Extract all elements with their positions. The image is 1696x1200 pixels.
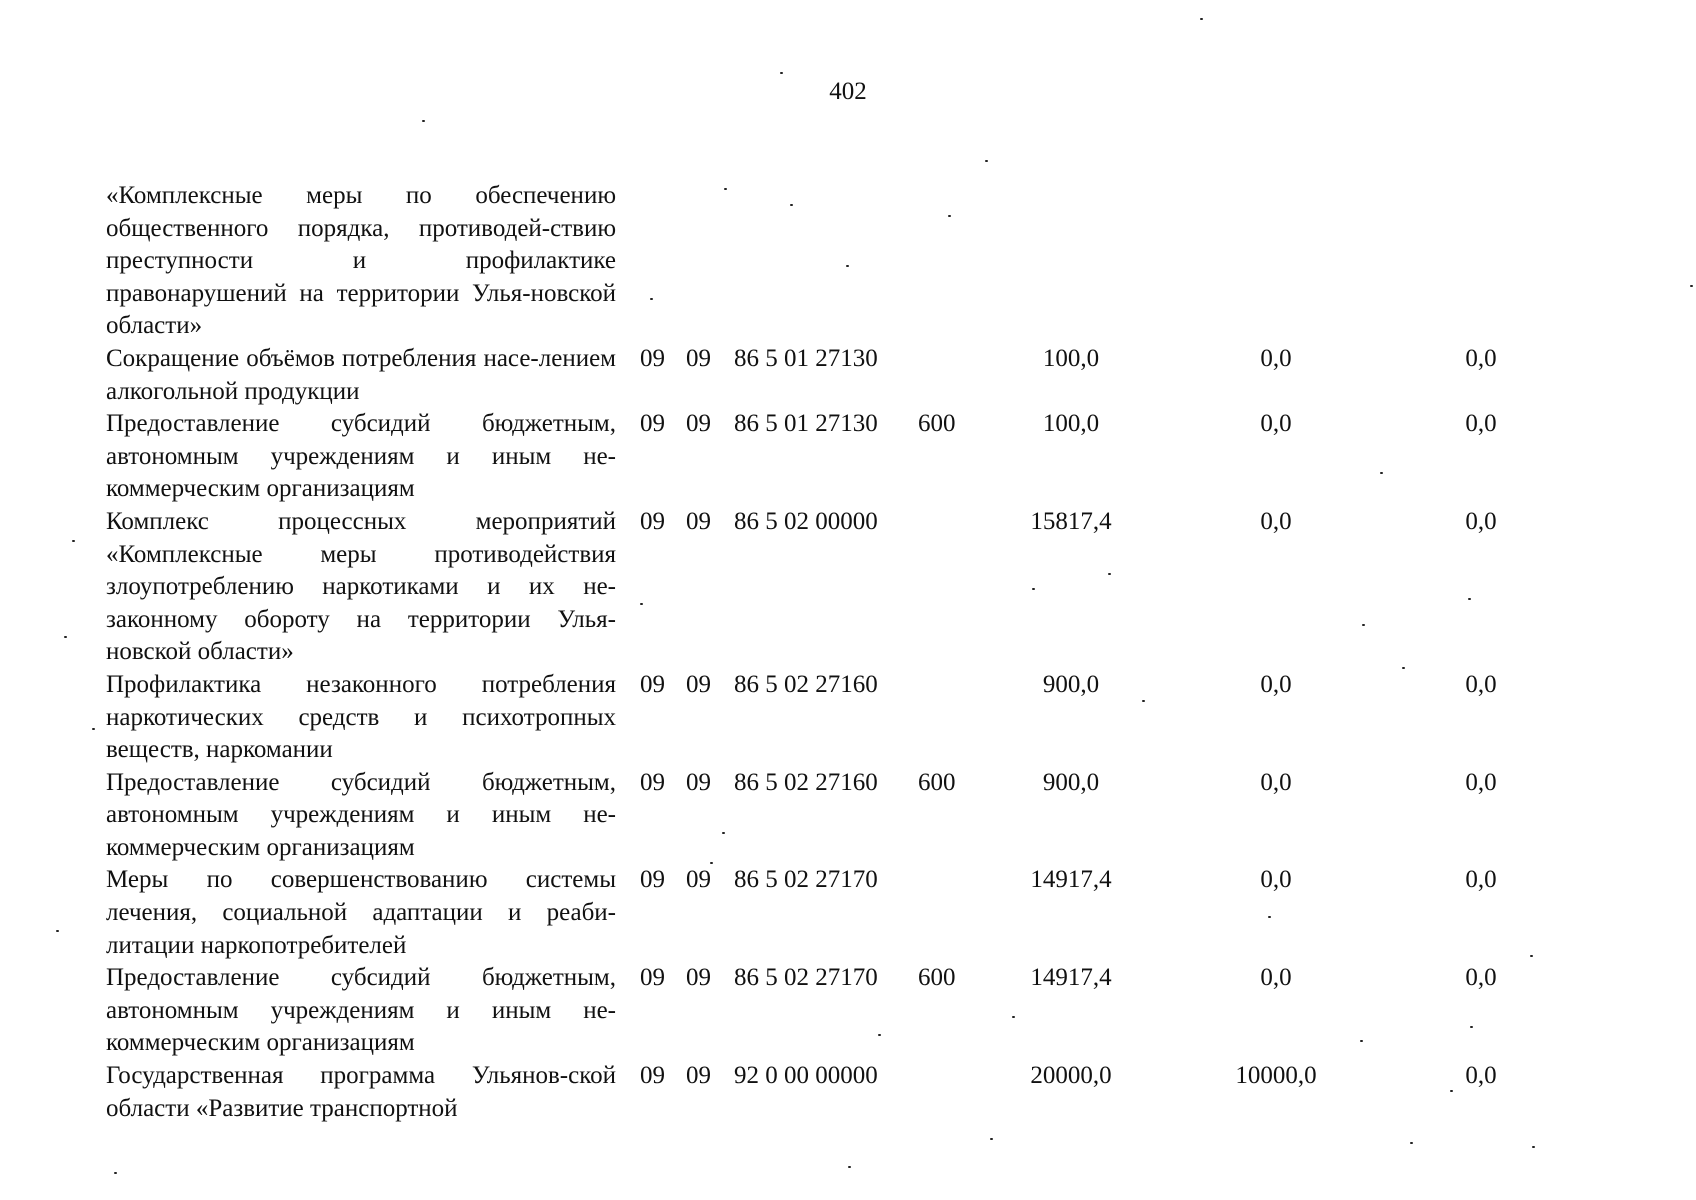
table-row	[106, 1060, 1566, 1125]
scan-speck	[1360, 1040, 1363, 1042]
amount-year-3: 0,0	[1465, 670, 1497, 698]
scan-speck	[722, 832, 725, 834]
table-row	[106, 767, 1566, 865]
amount-year-2: 0,0	[1260, 344, 1292, 372]
section-code: 09	[640, 768, 665, 796]
section-code: 09	[640, 410, 665, 438]
row-description: Государственная программа Ульянов-ской области «Развитие транспортной	[106, 1062, 616, 1122]
scan-speck	[878, 1034, 881, 1036]
scan-speck	[650, 298, 653, 300]
amount-year-1: 20000,0	[1030, 1062, 1112, 1090]
scan-speck	[790, 204, 793, 206]
subsection-code: 09	[686, 866, 711, 894]
target-article-code: 86 5 01 27130	[734, 410, 878, 438]
amount-year-3: 0,0	[1465, 866, 1497, 894]
scan-speck	[1268, 916, 1271, 918]
amount-year-3: 0,0	[1465, 410, 1497, 438]
scan-speck	[1468, 598, 1471, 600]
table-row	[106, 669, 1566, 767]
subsection-code: 09	[686, 964, 711, 992]
amount-year-3: 0,0	[1465, 507, 1497, 535]
scan-speck	[990, 1138, 993, 1140]
section-code: 09	[640, 344, 665, 372]
scan-speck	[56, 930, 59, 932]
row-description: Комплекс процессных мероприятий «Комплексные меры противодействия злоупотреблению наркотиками и их не-законному обороту на территории Улья-новской области»	[106, 507, 616, 666]
section-code: 09	[640, 964, 665, 992]
amount-year-1: 15817,4	[1030, 507, 1112, 535]
page-number: 402	[829, 78, 867, 105]
amount-year-3: 0,0	[1465, 768, 1497, 796]
scan-speck	[1380, 472, 1383, 474]
subsection-code: 09	[686, 344, 711, 372]
subsection-code: 09	[686, 507, 711, 535]
subsection-code: 09	[686, 1062, 711, 1090]
amount-year-2: 0,0	[1260, 866, 1292, 894]
subsection-code: 09	[686, 670, 711, 698]
section-code: 09	[640, 866, 665, 894]
scan-speck	[1402, 667, 1405, 669]
scan-speck	[1200, 18, 1203, 20]
target-article-code: 86 5 02 27170	[734, 866, 878, 894]
target-article-code: 92 0 00 00000	[734, 1062, 878, 1090]
row-description: Предоставление субсидий бюджетным, автономным учреждениям и иным не-коммерческим организациям	[106, 410, 616, 503]
scan-speck	[846, 265, 849, 267]
scan-speck	[948, 215, 951, 217]
amount-year-1: 14917,4	[1030, 866, 1112, 894]
scan-speck	[72, 540, 75, 542]
row-description: Сокращение объёмов потребления насе-лением алкогольной продукции	[106, 344, 616, 405]
scan-speck	[1532, 1146, 1535, 1148]
scan-speck	[780, 72, 783, 74]
scan-speck	[1470, 1026, 1473, 1028]
row-description: Профилактика незаконного потребления наркотических средств и психотропных веществ, наркомании	[106, 670, 616, 764]
scan-speck	[985, 160, 988, 162]
scan-speck	[640, 603, 643, 605]
amount-year-2: 0,0	[1260, 768, 1292, 796]
scan-speck	[1142, 700, 1145, 702]
subsection-code: 09	[686, 410, 711, 438]
amount-year-1: 14917,4	[1030, 964, 1112, 992]
scan-speck	[64, 636, 67, 638]
amount-year-3: 0,0	[1465, 344, 1497, 372]
amount-year-2: 10000,0	[1235, 1062, 1317, 1090]
table-row	[106, 506, 1566, 669]
target-article-code: 86 5 01 27130	[734, 344, 878, 372]
row-description: «Комплексные меры по обеспечению общественного порядка, противодей-ствию преступности и профилактике правонарушений на территории Улья-новской области»	[106, 182, 616, 340]
amount-year-1: 900,0	[1042, 768, 1100, 796]
scan-speck	[1450, 1090, 1453, 1092]
scan-speck	[422, 120, 425, 122]
expense-type-code: 600	[918, 768, 956, 796]
section-code: 09	[640, 670, 665, 698]
scan-speck	[1108, 573, 1111, 575]
scan-speck	[1410, 1142, 1413, 1144]
target-article-code: 86 5 02 27160	[734, 670, 878, 698]
target-article-code: 86 5 02 27170	[734, 964, 878, 992]
table-row	[106, 343, 1566, 408]
table-row	[106, 864, 1566, 962]
scan-speck	[724, 188, 727, 190]
scan-speck	[114, 1172, 117, 1174]
target-article-code: 86 5 02 00000	[734, 507, 878, 535]
amount-year-2: 0,0	[1260, 507, 1292, 535]
expense-type-code: 600	[918, 964, 956, 992]
amount-year-2: 0,0	[1260, 964, 1292, 992]
amount-year-3: 0,0	[1465, 964, 1497, 992]
expense-type-code: 600	[918, 410, 956, 438]
amount-year-1: 900,0	[1042, 670, 1100, 698]
scan-speck	[710, 862, 713, 864]
row-description: Предоставление субсидий бюджетным, автономным учреждениям и иным не-коммерческим организациям	[106, 964, 616, 1057]
target-article-code: 86 5 02 27160	[734, 768, 878, 796]
scan-speck	[1032, 588, 1035, 590]
amount-year-3: 0,0	[1465, 1062, 1497, 1090]
amount-year-2: 0,0	[1260, 670, 1292, 698]
scan-speck	[848, 1166, 851, 1168]
table-row	[106, 180, 1566, 343]
table-row	[106, 408, 1566, 506]
scan-speck	[92, 728, 95, 730]
amount-year-1: 100,0	[1042, 344, 1100, 372]
subsection-code: 09	[686, 768, 711, 796]
scan-speck	[1362, 624, 1365, 626]
amount-year-1: 100,0	[1042, 410, 1100, 438]
scan-speck	[1530, 955, 1533, 957]
section-code: 09	[640, 507, 665, 535]
amount-year-2: 0,0	[1260, 410, 1292, 438]
row-description: Предоставление субсидий бюджетным, автономным учреждениям и иным не-коммерческим организациям	[106, 768, 616, 861]
scan-speck	[1012, 1016, 1015, 1018]
budget-table	[106, 180, 1566, 1125]
section-code: 09	[640, 1062, 665, 1090]
scan-speck	[1690, 285, 1693, 287]
row-description: Меры по совершенствованию системы лечения, социальной адаптации и реаби-литации наркопотребителей	[106, 866, 616, 959]
table-row	[106, 962, 1566, 1060]
